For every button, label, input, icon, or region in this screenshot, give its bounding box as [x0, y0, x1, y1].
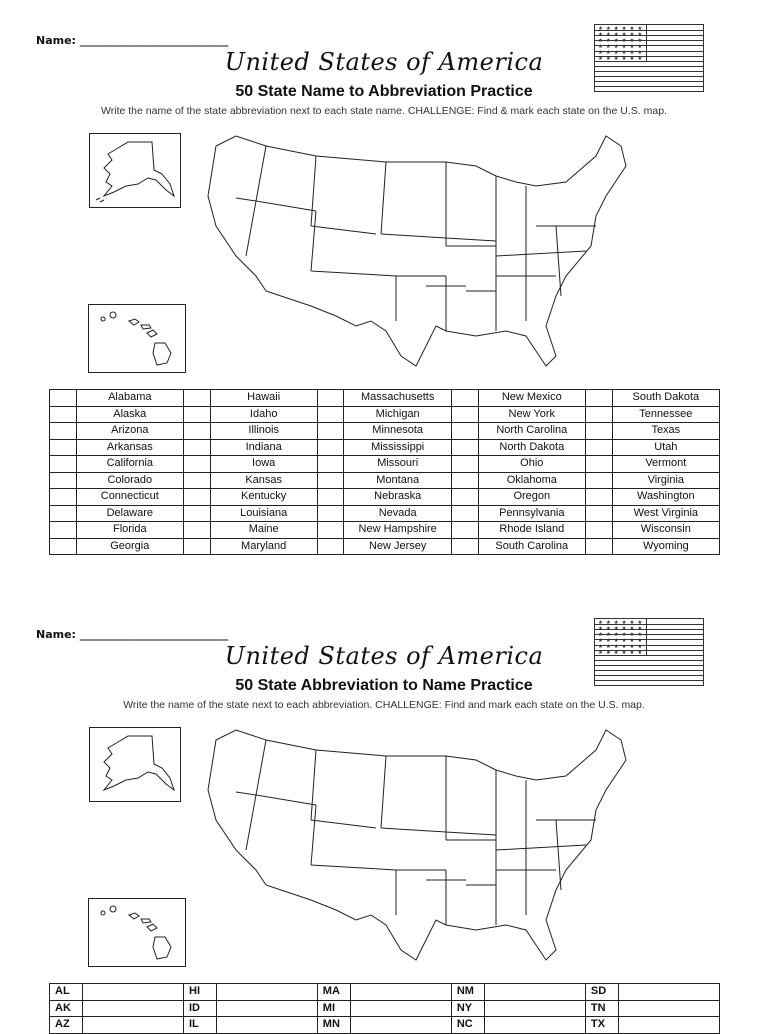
abbreviation-answer-cell[interactable] — [317, 505, 344, 522]
state-abbreviation-cell: NC — [451, 1017, 485, 1034]
abbreviation-answer-cell[interactable] — [317, 406, 344, 423]
abbreviation-answer-cell[interactable] — [50, 390, 77, 407]
table-row — [50, 390, 720, 407]
state-abbreviation-cell: TX — [585, 1017, 618, 1034]
state-name-cell: Georgia — [76, 538, 183, 555]
state-name-cell: Pennsylvania — [478, 505, 585, 522]
abbreviation-answer-cell[interactable] — [586, 456, 613, 473]
state-name-cell: Maine — [210, 522, 317, 539]
table-row — [50, 984, 720, 1001]
alaska-inset-map — [89, 133, 181, 208]
state-name-answer-cell[interactable] — [485, 1000, 586, 1017]
table-row — [50, 1017, 720, 1034]
state-name-answer-cell[interactable] — [619, 984, 720, 1001]
abbreviation-answer-cell[interactable] — [586, 505, 613, 522]
star-row: ★ ★ ★ ★ ★ ★ — [598, 44, 643, 50]
star-row: ★ ★ ★ ★ ★ ★ — [598, 650, 643, 656]
state-name-cell: North Dakota — [478, 439, 585, 456]
abbreviation-answer-cell[interactable] — [183, 489, 210, 506]
state-name-cell: Tennessee — [612, 406, 719, 423]
abbreviation-answer-cell[interactable] — [183, 439, 210, 456]
hawaii-inset-map — [88, 898, 186, 967]
abbreviation-answer-cell[interactable] — [586, 423, 613, 440]
abbreviation-answer-cell[interactable] — [183, 522, 210, 539]
star-row: ★ ★ ★ ★ ★ ★ — [598, 644, 643, 650]
state-name-cell: Kentucky — [210, 489, 317, 506]
state-name-cell: Florida — [76, 522, 183, 539]
abbreviation-answer-cell[interactable] — [50, 522, 77, 539]
abbreviation-answer-cell[interactable] — [451, 505, 478, 522]
state-name-cell: Iowa — [210, 456, 317, 473]
state-name-cell: Arizona — [76, 423, 183, 440]
table-row — [50, 522, 720, 539]
alaska-inset-map — [89, 727, 181, 802]
state-name-cell: New Mexico — [478, 390, 585, 407]
abbreviation-answer-cell[interactable] — [451, 390, 478, 407]
state-name-cell: Wisconsin — [612, 522, 719, 539]
state-name-cell: Illinois — [210, 423, 317, 440]
state-name-cell: Michigan — [344, 406, 452, 423]
abbreviation-answer-cell[interactable] — [50, 439, 77, 456]
state-abbreviation-cell: AL — [50, 984, 83, 1001]
hawaii-inset-map — [88, 304, 186, 373]
state-name-cell: Minnesota — [344, 423, 452, 440]
state-name-cell: Kansas — [210, 472, 317, 489]
state-name-cell: Mississippi — [344, 439, 452, 456]
name-field-label: Name: ___________________________ — [36, 628, 229, 641]
state-name-answer-cell[interactable] — [351, 984, 452, 1001]
abbreviation-answer-cell[interactable] — [50, 472, 77, 489]
state-name-cell: Utah — [612, 439, 719, 456]
abbreviation-answer-cell[interactable] — [183, 456, 210, 473]
state-abbreviation-cell: NY — [451, 1000, 485, 1017]
abbreviation-answer-cell[interactable] — [586, 472, 613, 489]
abbreviation-answer-cell[interactable] — [183, 390, 210, 407]
abbreviation-answer-cell[interactable] — [183, 406, 210, 423]
state-abbreviation-cell: AZ — [50, 1017, 83, 1034]
state-name-cell: Idaho — [210, 406, 317, 423]
state-name-cell: Delaware — [76, 505, 183, 522]
abbreviation-answer-cell[interactable] — [317, 472, 344, 489]
abbreviation-answer-cell[interactable] — [183, 472, 210, 489]
state-name-answer-cell[interactable] — [217, 984, 318, 1001]
table-row — [50, 439, 720, 456]
abbreviation-answer-cell[interactable] — [586, 522, 613, 539]
state-name-answer-cell[interactable] — [619, 1017, 720, 1034]
state-name-cell: Connecticut — [76, 489, 183, 506]
state-name-answer-cell[interactable] — [351, 1000, 452, 1017]
state-name-answer-cell[interactable] — [83, 984, 184, 1001]
state-name-answer-cell[interactable] — [619, 1000, 720, 1017]
abbreviation-answer-cell[interactable] — [50, 406, 77, 423]
state-name-cell: Nevada — [344, 505, 452, 522]
abbreviation-answer-cell[interactable] — [451, 522, 478, 539]
table-row — [50, 1000, 720, 1017]
state-name-cell: Arkansas — [76, 439, 183, 456]
state-abbreviation-cell: NM — [451, 984, 485, 1001]
abbreviation-answer-cell[interactable] — [183, 538, 210, 555]
abbreviation-answer-cell[interactable] — [586, 439, 613, 456]
state-name-answer-cell[interactable] — [217, 1017, 318, 1034]
state-abbreviation-cell: IL — [184, 1017, 217, 1034]
state-abbreviation-cell: ID — [184, 1000, 217, 1017]
abbreviation-answer-cell[interactable] — [586, 489, 613, 506]
state-name-cell: Nebraska — [344, 489, 452, 506]
state-abbreviation-cell: MI — [317, 1000, 351, 1017]
abbreviation-answer-cell[interactable] — [50, 456, 77, 473]
table-row — [50, 472, 720, 489]
state-name-answer-cell[interactable] — [485, 1017, 586, 1034]
page-title: United States of America — [224, 642, 544, 670]
worksheet-abbreviation-to-name — [0, 594, 768, 1031]
state-abbreviation-cell: AK — [50, 1000, 83, 1017]
table-row — [50, 456, 720, 473]
table-row — [50, 538, 720, 555]
page-title: United States of America — [224, 48, 544, 76]
state-name-cell: Vermont — [612, 456, 719, 473]
instructions-text: Write the name of the state abbreviation next to each state name. CHALLENGE: Find & mark each state on the U.S. map. — [101, 105, 667, 117]
state-name-cell: Louisiana — [210, 505, 317, 522]
abbreviation-answer-cell[interactable] — [317, 489, 344, 506]
state-name-cell: Ohio — [478, 456, 585, 473]
abbreviation-answer-cell[interactable] — [451, 538, 478, 555]
state-name-answer-cell[interactable] — [83, 1000, 184, 1017]
state-name-cell: Alabama — [76, 390, 183, 407]
abbreviation-answer-cell[interactable] — [451, 456, 478, 473]
state-name-cell: California — [76, 456, 183, 473]
abbreviation-answer-cell[interactable] — [50, 423, 77, 440]
state-name-cell: Rhode Island — [478, 522, 585, 539]
state-name-cell: Texas — [612, 423, 719, 440]
state-name-answer-cell[interactable] — [83, 1017, 184, 1034]
abbreviation-answer-cell[interactable] — [183, 505, 210, 522]
table-row — [50, 406, 720, 423]
us-map-outline — [196, 126, 636, 378]
abbreviation-answer-cell[interactable] — [317, 456, 344, 473]
state-abbreviation-cell: SD — [585, 984, 618, 1001]
page-subtitle: 50 State Name to Abbreviation Practice — [235, 83, 533, 100]
abbreviation-answer-cell[interactable] — [317, 522, 344, 539]
state-name-cell: New Jersey — [344, 538, 452, 555]
state-name-cell: Maryland — [210, 538, 317, 555]
abbreviation-answer-cell[interactable] — [50, 505, 77, 522]
state-name-cell: Oregon — [478, 489, 585, 506]
table-row — [50, 505, 720, 522]
state-name-cell: Indiana — [210, 439, 317, 456]
abbreviation-answer-cell[interactable] — [451, 423, 478, 440]
us-map-outline — [196, 720, 636, 972]
abbreviation-answer-cell[interactable] — [317, 538, 344, 555]
state-abbreviation-cell: MN — [317, 1017, 351, 1034]
state-name-cell: Virginia — [612, 472, 719, 489]
state-name-cell: South Carolina — [478, 538, 585, 555]
state-abbreviation-cell: MA — [317, 984, 351, 1001]
state-name-cell: North Carolina — [478, 423, 585, 440]
star-row: ★ ★ ★ ★ ★ ★ — [598, 626, 643, 632]
table-row — [50, 489, 720, 506]
state-name-cell: Alaska — [76, 406, 183, 423]
state-name-cell: West Virginia — [612, 505, 719, 522]
abbreviation-answer-cell[interactable] — [451, 406, 478, 423]
state-name-answer-cell[interactable] — [485, 984, 586, 1001]
abbreviation-answer-cell[interactable] — [586, 390, 613, 407]
star-row: ★ ★ ★ ★ ★ ★ — [598, 26, 643, 32]
state-name-cell: New York — [478, 406, 585, 423]
star-row: ★ ★ ★ ★ ★ ★ — [598, 50, 643, 56]
name-field-label: Name: ___________________________ — [36, 34, 229, 47]
abbreviation-answer-cell[interactable] — [451, 439, 478, 456]
state-abbreviation-cell: HI — [184, 984, 217, 1001]
abbreviation-answer-cell[interactable] — [586, 406, 613, 423]
star-row: ★ ★ ★ ★ ★ ★ — [598, 632, 643, 638]
star-row: ★ ★ ★ ★ ★ ★ — [598, 620, 643, 626]
state-name-answer-cell[interactable] — [351, 1017, 452, 1034]
state-name-cell: Oklahoma — [478, 472, 585, 489]
abbreviation-answer-cell[interactable] — [451, 472, 478, 489]
state-name-table — [49, 389, 720, 555]
abbreviation-answer-cell[interactable] — [50, 538, 77, 555]
state-name-cell: Wyoming — [612, 538, 719, 555]
page-subtitle: 50 State Abbreviation to Name Practice — [235, 677, 533, 694]
abbreviation-answer-cell[interactable] — [451, 489, 478, 506]
state-name-cell: Washington — [612, 489, 719, 506]
star-row: ★ ★ ★ ★ ★ ★ — [598, 32, 643, 38]
abbreviation-answer-cell[interactable] — [183, 423, 210, 440]
state-abbreviation-cell: TN — [585, 1000, 618, 1017]
table-row — [50, 423, 720, 440]
state-name-cell: Hawaii — [210, 390, 317, 407]
state-name-cell: Missouri — [344, 456, 452, 473]
abbreviation-answer-cell[interactable] — [50, 489, 77, 506]
abbreviation-answer-cell[interactable] — [317, 390, 344, 407]
state-name-cell: Colorado — [76, 472, 183, 489]
instructions-text: Write the name of the state next to each abbreviation. CHALLENGE: Find and mark each state on the U.S. map. — [123, 699, 645, 711]
abbreviation-table — [49, 983, 720, 1034]
abbreviation-answer-cell[interactable] — [586, 538, 613, 555]
state-name-answer-cell[interactable] — [217, 1000, 318, 1017]
star-row: ★ ★ ★ ★ ★ ★ — [598, 638, 643, 644]
star-row: ★ ★ ★ ★ ★ ★ — [598, 38, 643, 44]
state-name-cell: New Hampshire — [344, 522, 452, 539]
state-name-cell: Massachusetts — [344, 390, 452, 407]
abbreviation-answer-cell[interactable] — [317, 439, 344, 456]
state-name-cell: South Dakota — [612, 390, 719, 407]
abbreviation-answer-cell[interactable] — [317, 423, 344, 440]
state-name-cell: Montana — [344, 472, 452, 489]
star-row: ★ ★ ★ ★ ★ ★ — [598, 56, 643, 62]
